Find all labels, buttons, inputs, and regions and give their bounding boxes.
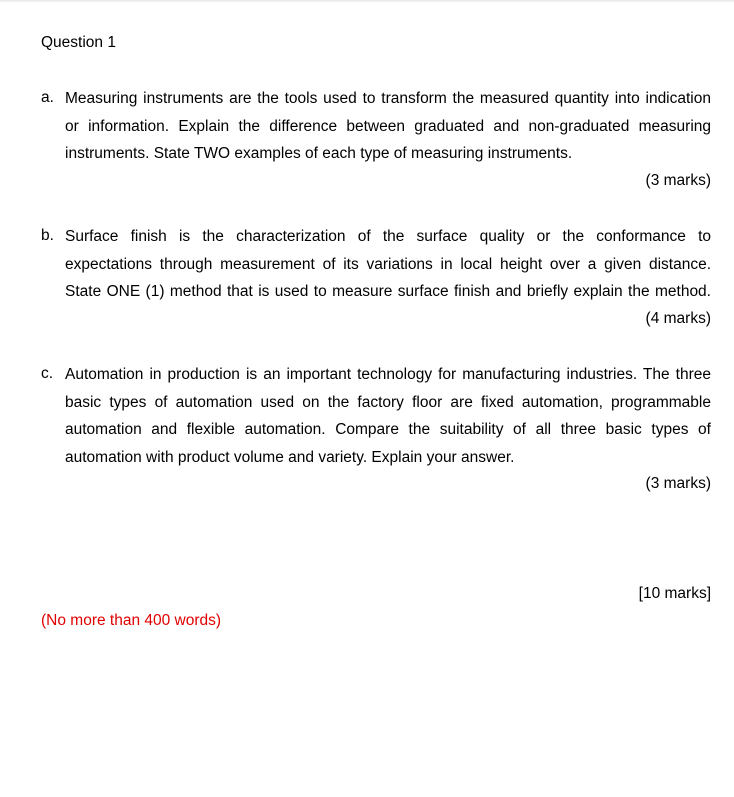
text-line: State ONE (1) method that is used to measure surface finish and briefly explain the method. <box>65 283 711 300</box>
text-line: Measuring instruments are the tools used to transform the measured quantity into indication <box>65 90 711 107</box>
text-line: automation with product volume and variety. Explain your answer. <box>65 448 515 466</box>
part-letter: a. <box>41 89 54 106</box>
text-line: expectations through measurement of its variations in local height over a given distance. <box>65 255 711 273</box>
text-line: automation and flexible automation. Compare the suitability of all three basic types of <box>65 421 711 438</box>
text-line: or information. Explain the difference between graduated and non-graduated measuring <box>65 117 711 135</box>
part-text <box>65 361 711 471</box>
part-a-marks: (3 marks) <box>645 172 711 189</box>
question-title: Question 1 <box>41 34 116 51</box>
part-text <box>65 85 711 168</box>
part-c-marks: (3 marks) <box>645 475 711 492</box>
total-marks: [10 marks] <box>638 585 711 602</box>
text-line: Automation in production is an important technology for manufacturing industries. The three <box>65 366 711 383</box>
word-limit-note: (No more than 400 words) <box>41 612 222 629</box>
top-divider <box>0 0 734 3</box>
text-line: instruments. State TWO examples of each type of measuring instruments. <box>65 145 573 162</box>
part-b-marks: (4 marks) <box>645 310 711 327</box>
text-line: basic types of automation used on the factory floor are fixed automation, programmable <box>65 393 711 411</box>
part-letter: b. <box>41 227 54 244</box>
part-text <box>65 223 711 306</box>
text-line: Surface finish is the characterization of the surface quality or the conformance to <box>65 228 711 245</box>
part-letter: c. <box>41 365 54 382</box>
